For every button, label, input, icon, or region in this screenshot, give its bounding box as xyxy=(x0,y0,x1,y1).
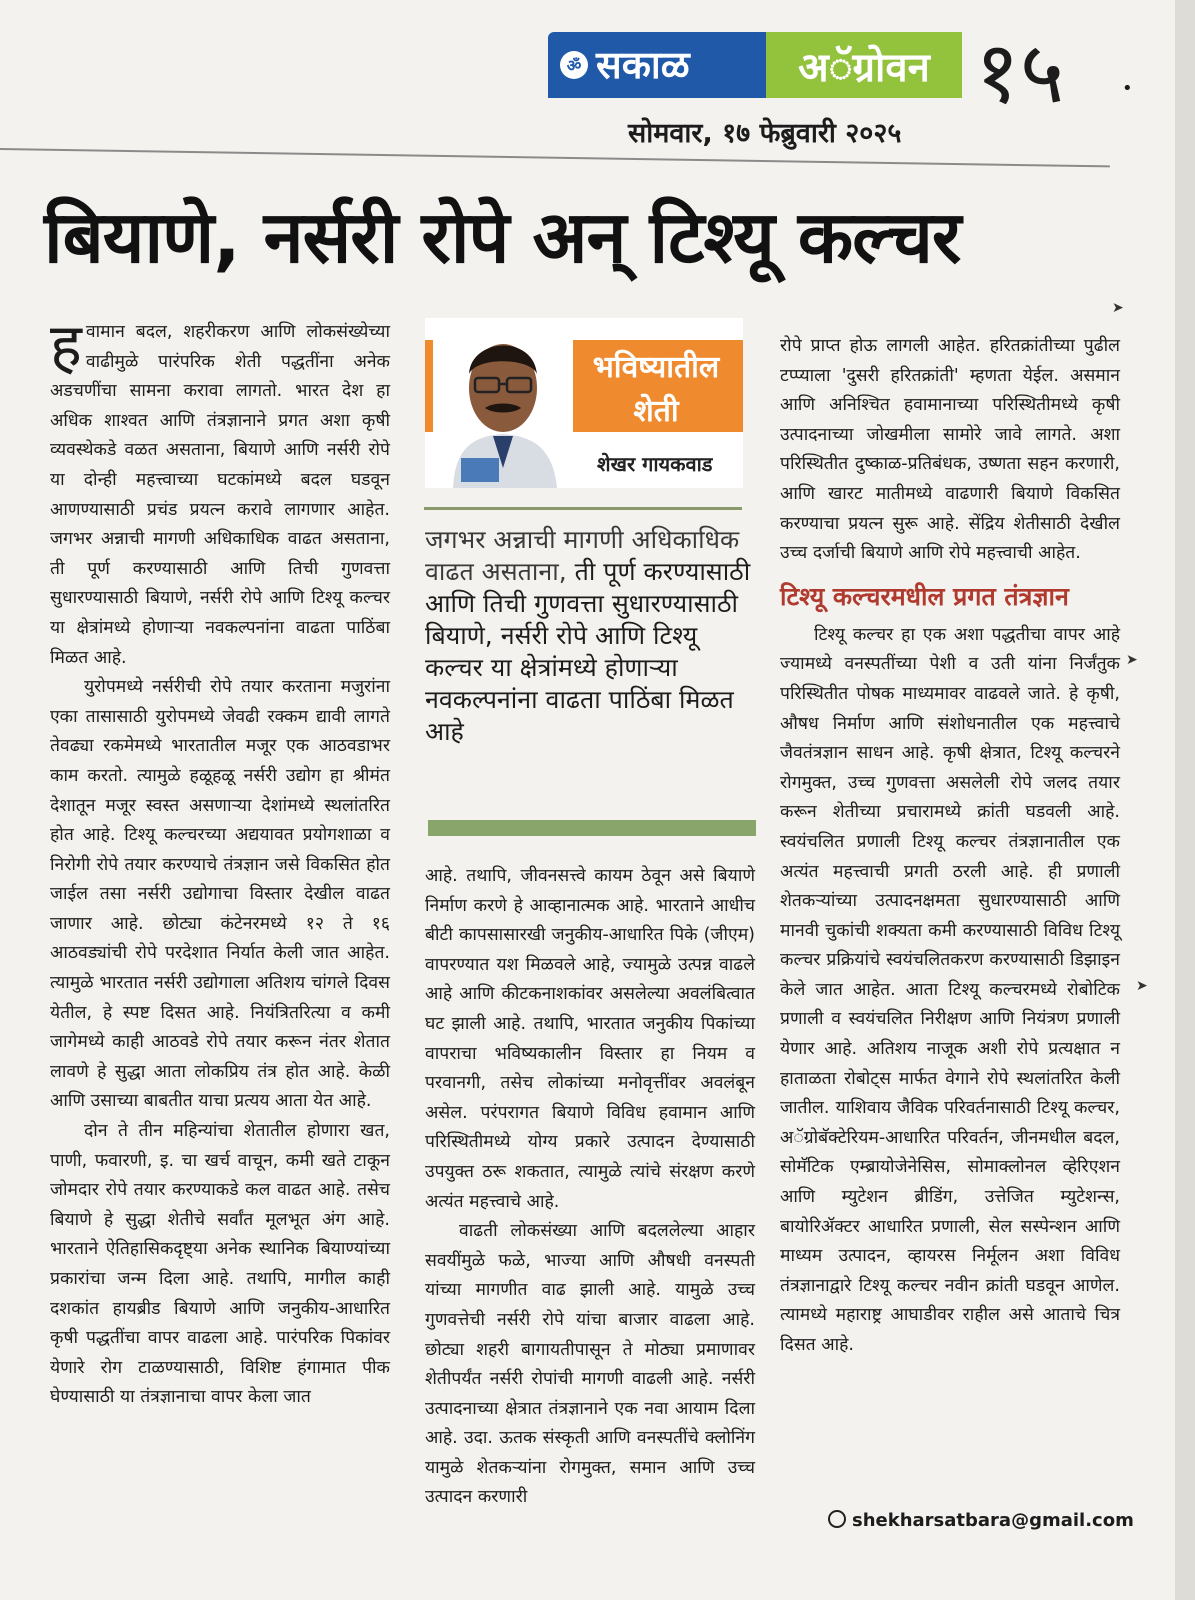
author-email-text: shekharsatbara@gmail.com xyxy=(852,1510,1134,1531)
drop-cap: ह xyxy=(50,311,82,381)
col1-paragraph-2: युरोपमध्ये नर्सरीची रोपे तयार करताना मजुरांना एका तासासाठी युरोपमध्ये जेवढी रक्कम द्यावी लागते तेवढ्या रकमेमध्ये भारतातील मजूर एक आठवडाभर काम करतो. त्यामुळे हळूहळू नर्सरी उद्योग हा श्रीमंत देशातून मजूर स्वस्त असणाऱ्या देशांमध्ये स्थलांतरित होत आहे. टिश्यू कल्चरच्या अद्ययावत प्रयोगशाळा व निरोगी रोपे तयार करण्याचे तंत्रज्ञान जसे विकसित होत जाईल तसा नर्सरी उद्योगाचा विस्तार देखील वाढत जाणार आहे. छोट्या कंटेनरमध्ये १२ ते १६ आठवड्यांची रोपे परदेशात निर्यात केली जात आहेत. त्यामुळे भारतात नर्सरी उद्योगाला अतिशय चांगले दिवस येतील, हे स्पष्ट दिसत आहे. नियंत्रितरित्या व कमी जागेमध्ये काही आठवडे रोपे तयार करून नंतर शेतात लावणे हे सुद्धा आता लोकप्रिय तंत्र होत आहे. केळी आणि उसाच्या बाबतीत याचा प्रत्यय आता येत आहे. xyxy=(50,677,390,1112)
brand-left xyxy=(548,32,766,98)
email-icon xyxy=(828,1510,846,1528)
author-email[interactable] xyxy=(828,1510,1134,1531)
arrow-icon: ➤ xyxy=(1136,978,1148,994)
column-title-line-2: शेती xyxy=(633,394,679,429)
masthead xyxy=(548,32,962,98)
pull-quote xyxy=(425,524,755,748)
subheading: टिश्यू कल्चरमधील प्रगत तंत्रज्ञान xyxy=(780,581,1069,611)
col1-p1-text: वामान बदल, शहरीकरण आणि लोकसंख्येच्या वाढीमुळे पारंपरिक शेती पद्धतींना अनेक अडचणींचा सामना करावा लागतो. भारत देश हा अधिक शाश्वत आणि तंत्रज्ञानाने प्रगत अशा कृषी व्यवस्थेकडे वळत असताना, बियाणे आणि नर्सरी रोपे या दोन्ही महत्त्वाच्या घटकांमध्ये बदल घडवून आणण्यासाठी प्रचंड प्रयत्न करावे लागणार आहेत. जगभर अन्नाची मागणी अधिकाधिक वाढत असताना, ती पूर्ण करण्यासाठी आणि तिची गुणवत्ता सुधारण्यासाठी बियाणे, नर्सरी रोपे आणि टिश्यू कल्चर या क्षेत्रांमध्ये होणाऱ्या नवकल्पनांना वाढता पाठिंबा मिळत आहे. xyxy=(50,322,390,668)
pull-quote-lead: जगभर अन्नाची मागणी अधिकाधिक वाढत असताना, xyxy=(425,525,740,586)
column-1 xyxy=(50,311,390,1413)
column-3 xyxy=(780,332,1120,1361)
bullet-icon: • xyxy=(1122,78,1133,99)
page-number: १५ xyxy=(975,23,1065,123)
author-name: शेखर गायकवाड xyxy=(597,452,713,476)
arrow-icon: ➤ xyxy=(1112,300,1124,316)
col2-paragraph-2: वाढती लोकसंख्या आणि बदललेल्या आहार सवयींमुळे फळे, भाज्या आणि औषधी वनस्पती यांच्या मागणीत वाढ झाली आहे. यामुळे उच्च गुणवत्तेची नर्सरी रोपे यांचा बाजार वाढला आहे. छोट्या शहरी बागायतीपासून ते मोठ्या प्रमाणावर शेतीपर्यंत नर्सरी रोपांची मागणी वाढली आहे. नर्सरी उत्पादनाच्या क्षेत्रात तंत्रज्ञानाने एक नवा आयाम दिला आहे. उदा. ऊतक संस्कृती आणि वनस्पतींचे क्लोनिंग यामुळे शेतकऱ्यांना रोगमुक्त, समान आणि उच्च उत्पादन करणारी xyxy=(425,1221,755,1508)
author-photo xyxy=(433,318,573,488)
col3-paragraph-1: रोपे प्राप्त होऊ लागली आहेत. हरितक्रांतीच्या पुढील टप्प्याला 'दुसरी हरितक्रांती' म्हणता येईल. असमान आणि अनिश्चित हवामानाच्या परिस्थितीमध्ये कृषी उत्पादनाच्या जोखमीला सामोरे जावे लागते. अशा परिस्थितीत दुष्काळ-प्रतिबंधक, उष्णता सहन करणारी, आणि खारट मातीमध्ये वाढणारी बियाणे विकसित करण्याचा प्रयत्न सुरू आहे. सेंद्रिय शेतीसाठी देखील उच्च दर्जाची बियाणे आणि रोपे महत्त्वाची आहेत. xyxy=(780,336,1120,564)
arrow-icon: ➤ xyxy=(1126,652,1138,668)
sakal-logo-icon: ॐ xyxy=(560,51,588,79)
author-box xyxy=(425,318,743,488)
col1-paragraph-1 xyxy=(50,311,390,673)
col3-paragraph-2: टिश्यू कल्चर हा एक अशा पद्धतीचा वापर आहे ज्यामध्ये वनस्पतींच्या पेशी व उती यांना निर्जंतुक परिस्थितीत पोषक माध्यमावर वाढवले जाते. हे कृषी, औषध निर्माण आणि संशोधनातील एक महत्त्वाचे जैवतंत्रज्ञान साधन आहे. कृषी क्षेत्रात, टिश्यू कल्चरने रोगमुक्त, उच्च गुणवत्ता असलेली रोपे जलद तयार करून शेतीच्या प्रचारामध्ये क्रांती घडवली आहे. स्वयंचलित प्रणाली टिश्यू कल्चर तंत्रज्ञानातील एक अत्यंत महत्त्वाची प्रगती ठरली आहे. ही प्रणाली शेतकऱ्यांच्या उत्पादनक्षमता सुधारण्यासाठी आणि मानवी चुकांची शक्यता कमी करण्यासाठी विविध टिश्यू कल्चर प्रक्रियांचे स्वयंचलितकरण करण्यासाठी डिझाइन केले जात आहेत. आता टिश्यू कल्चरमध्ये रोबोटिक प्रणाली व स्वयंचलित निरीक्षण आणि नियंत्रण प्रणाली येणार आहे. अतिशय नाजूक अशी रोपे प्रत्यक्षात न हाताळता रोबोट्स मार्फत वेगाने रोपे स्थलांतरित केली जातील. याशिवाय जैविक परिवर्तनासाठी टिश्यू कल्चर, अॅग्रोबॅक्टेरियम-आधारित परिवर्तन, जीनमधील बदल, सोमॅटिक एम्ब्रायोजेनेसिस, सोमाक्लोनल व्हेरिएशन आणि म्युटेशन ब्रीडिंग, उत्तेजित म्युटेशन्स, बायोरिॲक्टर आधारित प्रणाली, सेल सस्पेन्शन आणि माध्यम उत्पादन, व्हायरस निर्मूलन अशा विविध तंत्रज्ञानाद्वारे टिश्यू कल्चर नवीन क्रांती घडवून आणेल. त्यामध्ये महाराष्ट्र आघाडीवर राहील असे आताचे चित्र दिसत आहे. xyxy=(780,624,1120,1355)
col1-paragraph-3: दोन ते तीन महिन्यांचा शेतातील होणारा खत, पाणी, फवारणी, इ. चा खर्च वाचून, कमी खते टाकून जोमदार रोपे तयार करण्याकडे कल वाढत आहे. तसेच बियाणे हे सुद्धा शेतीचे सर्वांत मूलभूत अंग आहे. भारताने ऐतिहासिकदृष्ट्या अनेक स्थानिक बियाण्यांच्या प्रकारांचा जन्म दिला आहे. तथापि, मागील काही दशकांत हायब्रीड बियाणे आणि जनुकीय-आधारित कृषी पद्धतींचा वापर वाढला आहे. पारंपरिक पिकांवर येणारे रोग टाळण्यासाठी, विशिष्ट हंगामात पीक घेण्यासाठी या तंत्रज्ञानाचा वापर केला जात xyxy=(50,1121,390,1408)
column-title-line-1: भविष्यातील xyxy=(592,350,720,385)
page-edge xyxy=(1175,0,1195,1600)
column-title xyxy=(575,346,737,434)
brand-agrowon: अॅग्रोवन xyxy=(766,32,962,98)
dateline: सोमवार, १७ फेब्रुवारी २०२५ xyxy=(628,118,902,149)
headline: बियाणे, नर्सरी रोपे अन् टिश्यू कल्चर xyxy=(44,195,961,279)
author-divider xyxy=(424,507,742,510)
pull-quote-bar xyxy=(428,820,756,836)
col2-paragraph-1: आहे. तथापि, जीवनसत्त्वे कायम ठेवून असे बियाणे निर्माण करणे हे आव्हानात्मक आहे. भारताने आधीच बीटी कापसासारखी जनुकीय-आधारित पिके (जीएम) वापरण्यात यश मिळवले आहे, ज्यामुळे उत्पन्न वाढले आहे आणि कीटकनाशकांवर असलेल्या अवलंबित्वात घट झाली आहे. तथापि, भारतात जनुकीय पिकांच्या वापराचा भविष्यकालीन विस्तार हा नियम व परवानगी, तसेच लोकांच्या मनोवृत्तींवर अवलंबून असेल. परंपरागत बियाणे विविध हवामान आणि परिस्थितीमध्ये योग्य प्रकारे उत्पादन देण्यासाठी उपयुक्त ठरू शकतात, त्यामुळे त्यांचे संरक्षण करणे अत्यंत महत्त्वाचे आहे. xyxy=(425,866,755,1212)
brand-sakal: सकाळ xyxy=(596,43,690,87)
column-2 xyxy=(425,862,755,1513)
pull-quote-rest: ती पूर्ण करण्यासाठी आणि तिची गुणवत्ता सुधारण्यासाठी बियाणे, नर्सरी रोपे आणि टिश्यू कल्चर या क्षेत्रांमध्ये होणाऱ्या नवकल्पनांना वाढता पाठिंबा मिळत आहे xyxy=(425,557,751,746)
